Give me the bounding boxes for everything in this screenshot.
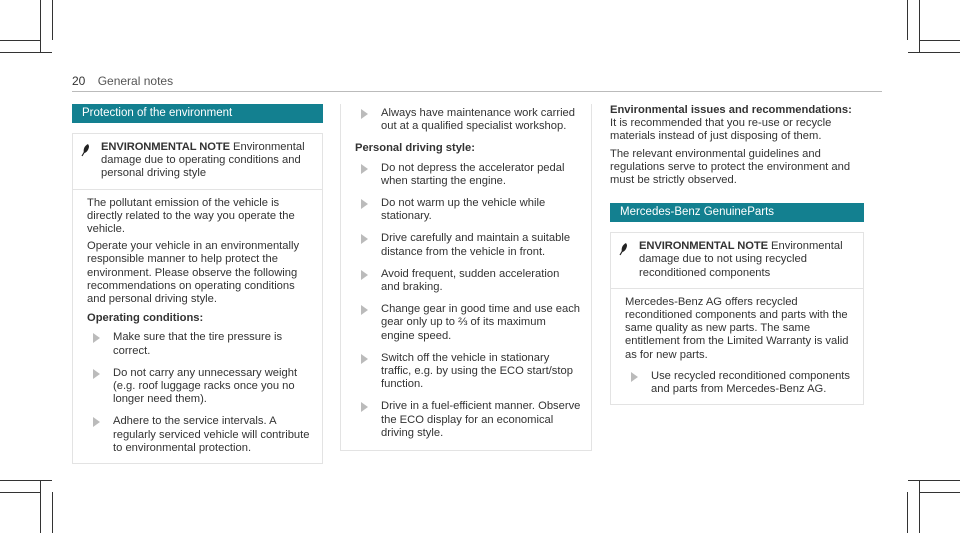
bullet-list xyxy=(625,370,853,396)
list-item-text: Switch off the vehicle in stationary traffic, e.g. by using the ECO start/stop function. xyxy=(381,351,573,391)
environment-icon xyxy=(619,242,629,256)
page-header xyxy=(72,74,173,88)
crop-mark xyxy=(40,480,41,533)
paragraph: It is recommended that you re-use or recycle materials instead of just disposing of them. xyxy=(610,117,832,143)
crop-mark xyxy=(920,492,960,493)
list-item-text: Change gear in good time and use each gear only up to ⅔ of its maximum engine speed. xyxy=(381,303,581,342)
bullet-list xyxy=(87,331,312,455)
list-item-text: Do not depress the accelerator pedal when starting the engine. xyxy=(381,161,565,187)
env-note-box xyxy=(72,133,323,464)
list-item-text: Use recycled reconditioned components and parts from Mercedes-Benz AG. xyxy=(651,369,850,396)
arrow-bullet-icon xyxy=(361,199,368,209)
crop-mark xyxy=(52,0,53,40)
section-banner: Protection of the environment xyxy=(72,104,323,123)
list-item-text: Drive carefully and maintain a suitable distance from the vehicle in front. xyxy=(381,232,571,258)
list-item-text: Avoid frequent, sudden acceleration and braking. xyxy=(381,267,560,294)
list-item-text: Drive in a fuel-efficient manner. Observe the ECO display for an economical driving style. xyxy=(381,400,581,439)
list-item-text: Make sure that the tire pressure is correct. xyxy=(113,331,283,357)
list-item xyxy=(625,370,853,396)
list-item xyxy=(355,232,581,258)
arrow-bullet-icon xyxy=(93,417,100,427)
env-note xyxy=(611,233,863,289)
env-note-body xyxy=(611,289,863,404)
paragraph: Operate your vehicle in an environmentally responsible manner to help protect the environment. Please observe the following recommendations on operating conditions and personal driving style. xyxy=(87,240,300,306)
crop-mark xyxy=(907,0,908,40)
arrow-bullet-icon xyxy=(361,270,368,280)
env-note-label: ENVIRONMENTAL NOTE xyxy=(101,141,230,153)
list-item xyxy=(87,415,312,455)
crop-mark xyxy=(0,492,40,493)
list-item xyxy=(355,107,581,133)
subheading: Personal driving style: xyxy=(355,142,475,155)
left-column xyxy=(72,104,323,464)
crop-mark xyxy=(52,492,53,533)
paragraph: Mercedes-Benz AG offers recycled reconditioned components and parts with the same quality as new parts. The same entitlement from the Limited Warranty is valid as for new parts. xyxy=(625,295,849,361)
list-item-text: Adhere to the service intervals. A regularly serviced vehicle will contribute to environmental protection. xyxy=(113,415,310,454)
list-item xyxy=(355,303,581,343)
arrow-bullet-icon xyxy=(361,109,368,119)
header-rule xyxy=(72,91,882,92)
env-note-label: ENVIRONMENTAL NOTE xyxy=(639,240,768,253)
list-item xyxy=(87,331,312,357)
crop-mark xyxy=(908,480,960,481)
crop-mark xyxy=(40,0,41,52)
list-item xyxy=(355,352,581,392)
paragraph: The relevant environmental guidelines and regulations serve to protect the environment and must be strictly observed. xyxy=(610,147,851,187)
crop-mark xyxy=(0,40,40,41)
arrow-bullet-icon xyxy=(361,402,368,412)
arrow-bullet-icon xyxy=(93,369,100,379)
env-note-text: Environmental damage due to not using recycled reconditioned components xyxy=(639,240,843,279)
arrow-bullet-icon xyxy=(93,333,100,343)
env-note-body xyxy=(73,190,322,463)
crop-mark xyxy=(908,52,960,53)
crop-mark xyxy=(919,480,920,533)
arrow-bullet-icon xyxy=(361,164,368,174)
list-item xyxy=(355,268,581,294)
env-note-box xyxy=(610,232,864,405)
continued-box xyxy=(340,104,592,451)
bullet-list xyxy=(355,107,581,133)
list-item-text: Always have maintenance work carried out at a qualified specialist workshop. xyxy=(381,107,576,133)
env-note xyxy=(73,134,322,190)
list-item xyxy=(87,367,312,407)
list-item xyxy=(355,162,581,188)
arrow-bullet-icon xyxy=(631,372,638,382)
list-item xyxy=(355,197,581,223)
page-number: 20 xyxy=(72,74,86,88)
arrow-bullet-icon xyxy=(361,234,368,244)
list-item-text: Do not warm up the vehicle while stationary. xyxy=(381,197,546,223)
right-column xyxy=(610,104,864,405)
middle-column xyxy=(340,104,592,451)
list-item-text: Do not carry any unnecessary weight (e.g. roof luggage racks once you no longer need them). xyxy=(113,366,298,406)
env-note-text: Environmental damage due to operating conditions and personal driving style xyxy=(101,141,305,180)
crop-mark xyxy=(919,0,920,52)
arrow-bullet-icon xyxy=(361,354,368,364)
list-item xyxy=(355,400,581,440)
crop-mark xyxy=(907,492,908,533)
environment-icon xyxy=(81,143,91,157)
bullet-list xyxy=(355,162,581,440)
section-title: General notes xyxy=(97,74,174,88)
subheading: Operating conditions: xyxy=(87,312,204,325)
crop-mark xyxy=(920,40,960,41)
section-banner: Mercedes-Benz GenuineParts xyxy=(610,203,864,222)
paragraph: The pollutant emission of the vehicle is directly related to the way you operate the vehicle. xyxy=(87,196,295,236)
subheading: Environmental issues and recommendations: xyxy=(610,104,852,116)
arrow-bullet-icon xyxy=(361,305,368,315)
crop-mark xyxy=(0,480,52,481)
crop-mark xyxy=(0,52,52,53)
